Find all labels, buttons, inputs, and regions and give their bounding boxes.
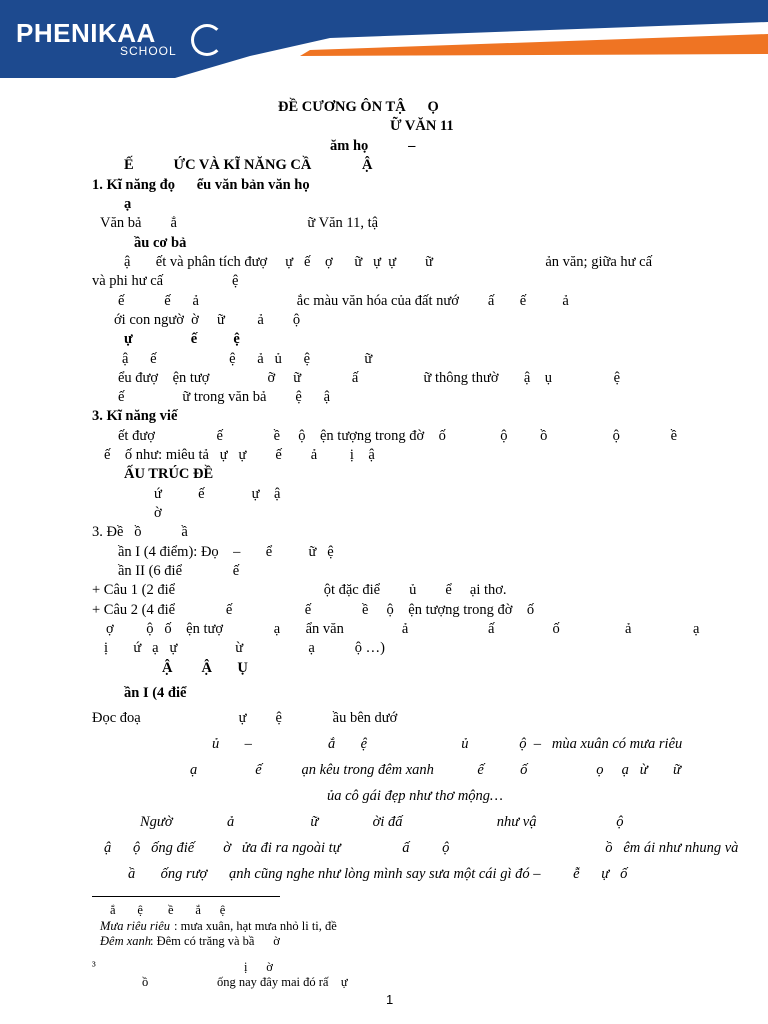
text-line: ới con ngườ ờ ữ ả ộ (114, 312, 301, 328)
text-line: ợ ộ ố ện tượ ạ ẩn văn ả ấ ố ả ạ (106, 621, 700, 637)
text-line: Ữ VĂN 11 (390, 118, 454, 134)
text-line: ạ (124, 196, 132, 212)
text-line: ế ế ả ắc màu văn hóa của đất nướ ấ ế ả (118, 293, 569, 309)
text-line: ậ ộ ống điế ờ ửa đi ra ngoài tự ấ ộ ồ êm ái như nhung và (104, 840, 739, 856)
text-line: : Đêm có trăng và bầ ờ (150, 934, 280, 948)
text-line: 3. Đề ồ ầ (92, 524, 188, 540)
text-line: Đêm xanh (100, 934, 152, 948)
text-line: 3. Kĩ năng viế (92, 408, 178, 424)
text-line: ểu đượ ện tượ ỡ ữ ấ ữ thông thườ ậ ụ ệ (118, 370, 621, 386)
text-line: Văn bả ẳ ữ Văn 11, tậ (100, 215, 379, 231)
text-line: + Câu 1 (2 điể ột đặc điể ủ ể ại thơ. (92, 582, 507, 598)
text-line: ³ (92, 959, 96, 973)
text-line: ứ ế ự ậ (154, 486, 281, 502)
text-line: Ậ Ậ Ụ (162, 660, 248, 676)
logo-subtitle: SCHOOL (120, 44, 177, 58)
text-line: ủa cô gái đẹp như thơ mộng… (327, 788, 503, 804)
text-line: ị ứ ạ ự ừ ạ ộ …) (104, 640, 385, 656)
text-line: Ế ỨC VÀ KĨ NĂNG CẦ Ậ (124, 157, 373, 173)
text-line: 1. Kĩ năng đọ ểu văn bản văn họ (92, 177, 310, 193)
text-line: : mưa xuân, hạt mưa nhỏ li ti, đề (174, 919, 337, 933)
text-line: ần II (6 điể ế (118, 563, 240, 579)
text-line: ắ ệ ề ắ ệ (110, 903, 226, 917)
text-line: ăm họ – (330, 138, 416, 154)
page-header (0, 0, 768, 78)
text-line: ầu cơ bả (134, 235, 187, 251)
text-line: Ngườ ả ữ ời đấ như vậ ộ (140, 814, 624, 830)
text-line: + Câu 2 (4 điể ế ế ề ộ ện tượng trong đờ ố (92, 602, 535, 618)
text-line: ĐỀ CƯƠNG ÔN TẬ Ọ (278, 99, 439, 115)
text-line: ết đượ ế ề ộ ện tượng trong đờ ố ộ ồ ộ ề (118, 428, 678, 444)
text-line: Mưa riêu riêu (100, 919, 171, 933)
text-line: ậ ết và phân tích đượ ự ế ợ ữ ự ự ữ ản văn; giữa hư cấ (124, 254, 653, 270)
text-line: ự ế ệ (124, 331, 240, 347)
text-line: ầ ống rượ ạnh cũng nghe như lòng mình say sưa một cái gì đó – ễ ự ố (128, 866, 628, 882)
text-line: ị ờ (244, 960, 273, 974)
footnote-divider (92, 896, 280, 897)
text-line: Đọc đoạ ự ệ ầu bên dướ (92, 710, 398, 726)
text-line: ế ữ trong văn bả ệ ậ (118, 389, 331, 405)
text-line: ần I (4 điểm): Đọ – ể ữ ệ (118, 544, 334, 560)
text-line: ần I (4 điể (124, 685, 187, 701)
text-line: ờ (154, 505, 162, 521)
text-line: ẤU TRÚC ĐỀ (124, 466, 214, 482)
text-line: ậ ế ệ ả ủ ệ ữ (122, 351, 373, 367)
page-number: 1 (386, 992, 394, 1007)
text-line: ủ – ắ ệ ủ ộ – mùa xuân có mưa riêu (212, 736, 683, 752)
logo-name: PHENIKAA (16, 18, 156, 48)
text-line: ế ố như: miêu tả ự ự ế ả ị ậ (104, 447, 375, 463)
text-line: ồ ống nay đây mai đó rấ ự (142, 975, 348, 989)
text-line: ạ ế ạn kêu trong đêm xanh ế ố ọ ạ ừ ữ (190, 762, 681, 778)
swoosh-ring-icon (191, 24, 223, 56)
text-line: và phi hư cấ ệ (92, 273, 239, 289)
